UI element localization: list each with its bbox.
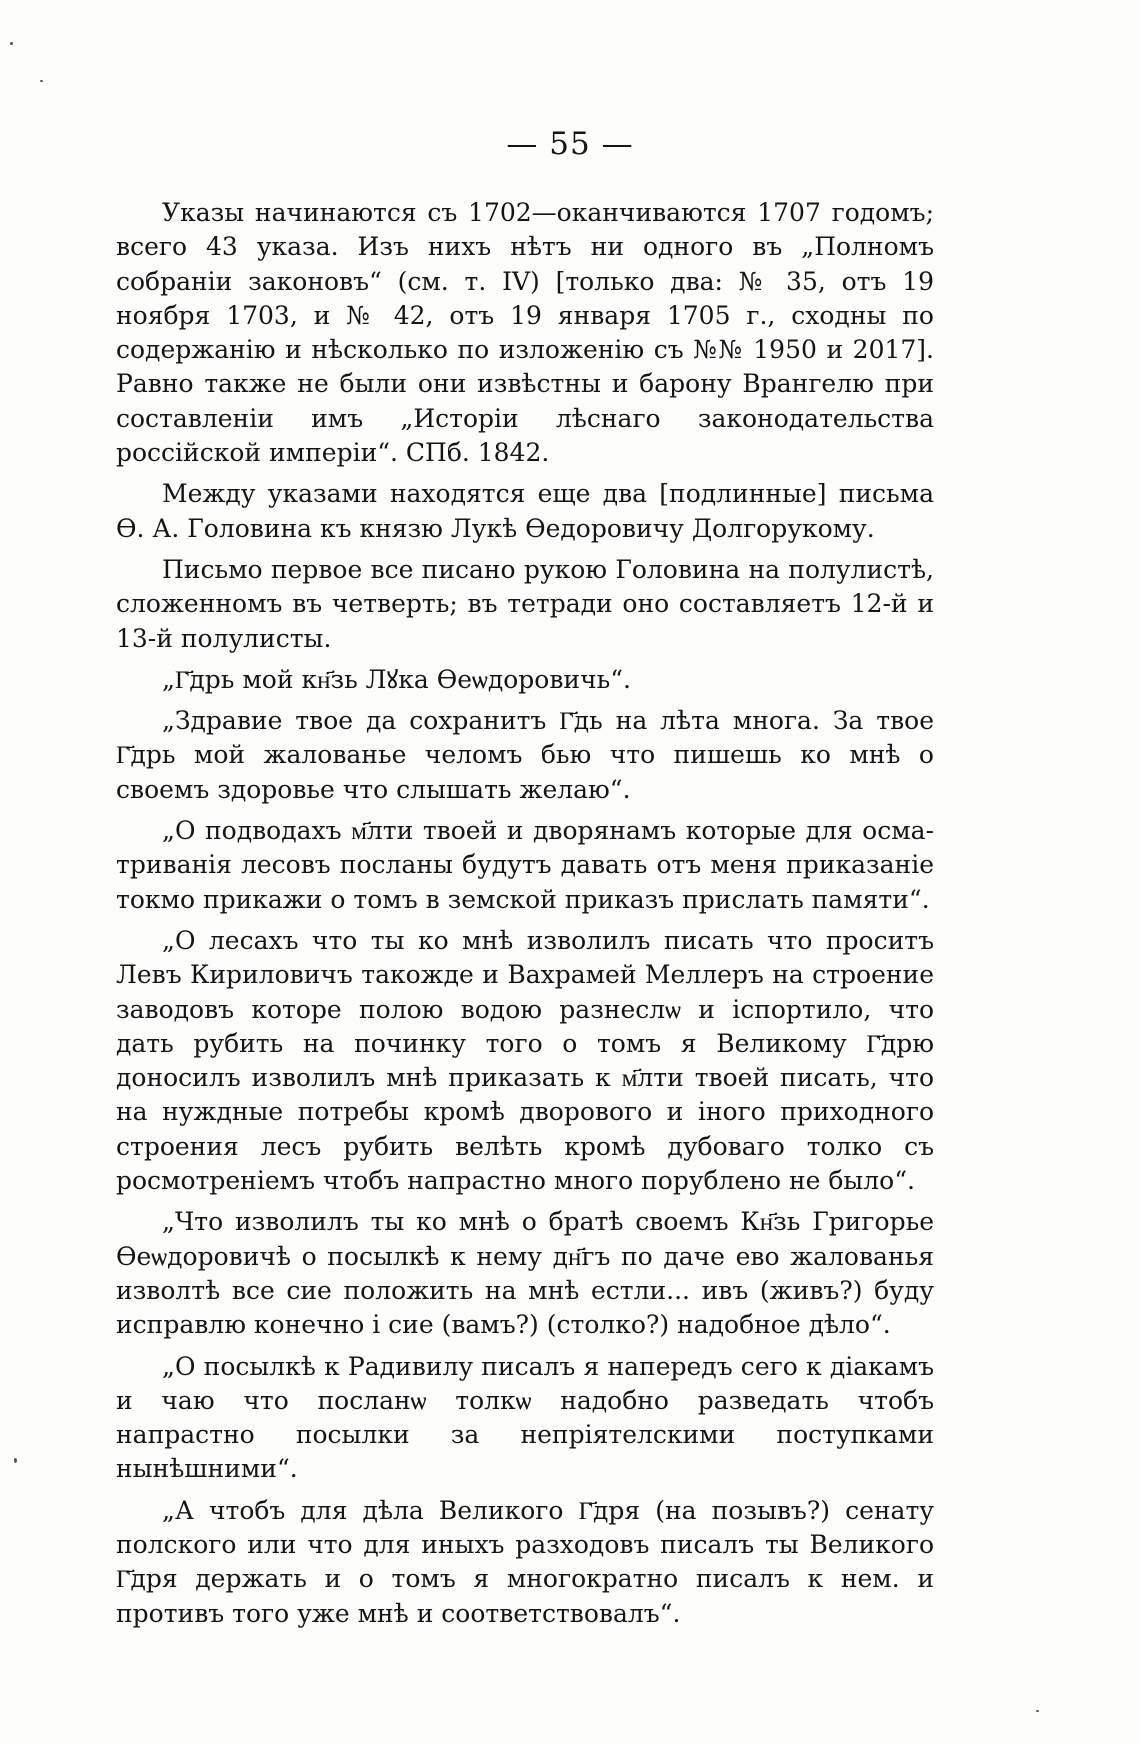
letter-quote-forests: „О лесахъ что ты ко мнѣ изволилъ писать что проситъ Левъ Кириловичъ такожде и Вахрамей Меллеръ на строение заводовъ которе полою водою разнеслѡ и іспортило, что дать рубить на починку того о томъ я Великому Г҃дрю доносилъ изволилъ мнѣ приказать к м҃лти твоей писать, что на нуждные потребы кромѣ дворового и іного приходного строения лесъ рубить велѣть кромѣ дубоваго толко съ росмотреніемъ чтобъ напрастно много порублено не было“. (116, 925, 934, 1196)
page-number: — 55 — (506, 126, 634, 162)
scan-speck (14, 1458, 17, 1463)
scan-speck (10, 42, 13, 45)
scan-speck (1036, 1710, 1039, 1712)
letter-salutation: „Г҃дрь мой кн҃зь Лꙋка Ѳеѡдоровичь“. (162, 664, 631, 694)
letter-quote-radziwill: „О посылкѣ к Радивилу писалъ я напередъ сего к діакамъ и чаю что посланѡ толкѡ надобно разведать чтобъ напрастно посылки за непріятелскими поступками нынѣшними“. (116, 1351, 934, 1484)
body-text (116, 196, 934, 1638)
letter-quote-health: „Здравие твое да сохранитъ Г҃дь на лѣта многа. За твое Г҃дрь мой жалованье челомъ бью что пишешь ко мнѣ о своемъ здоровье что слышать желаю“. (116, 706, 934, 804)
letter-quote-senate: „А чтобъ для дѣла Великого Г҃дря (на позывъ?) сенату полского или что для иныхъ разходовъ писалъ ты Великого Г҃дря держать и о томъ я многократно писалъ к нем. и противъ того уже мнѣ и соответствовалъ“. (116, 1495, 934, 1628)
paragraph-first-letter-description: Письмо первое все писано рукою Головина на полулистѣ, сложенномъ въ четверть; въ тетради оно составляетъ 12-й и 13-й полулисты. (116, 554, 934, 653)
paragraph-letters-note: Между указами находятся еще два [подлинные] письма Ѳ. А. Головина къ князю Лукѣ Ѳедоровичу Долгорукому. (116, 479, 934, 543)
letter-quote-carts: „О подводахъ м҃лти твоей и дворянамъ которые для осматриванія лесовъ посланы будутъ давать отъ меня приказаніе токмо прикажи о томъ в земской приказъ прислать памяти“. (116, 816, 934, 914)
letter-quote-brother: „Что изволилъ ты ко мнѣ о братѣ своемъ Кн҃зь Григорье Ѳеѡдоровичѣ о посылкѣ к нему дн҃гъ по даче ево жалованья изволтѣ все сие положить на мнѣ естли... ивъ (живъ?) буду исправлю конечно і сие (вамъ?) (столко?) надобное дѣло“. (116, 1207, 934, 1340)
paragraph-intro: Указы начинаются съ 1702—оканчиваются 1707 годомъ; всего 43 указа. Изъ нихъ нѣтъ ни одного въ „Полномъ собраніи законовъ“ (см. т. IV) [только два: № 35, отъ 19 ноября 1703, и № 42, отъ 19 января 1705 г., сходны по содержанію и нѣсколько по изложенію съ №№ 1950 и 2017]. Равно также не были они извѣстны и барону Врангелю при составленіи имъ „Исторіи лѣснаго законодательства россійской имперіи“. СПб. 1842. (116, 198, 934, 468)
scan-speck (40, 80, 43, 82)
